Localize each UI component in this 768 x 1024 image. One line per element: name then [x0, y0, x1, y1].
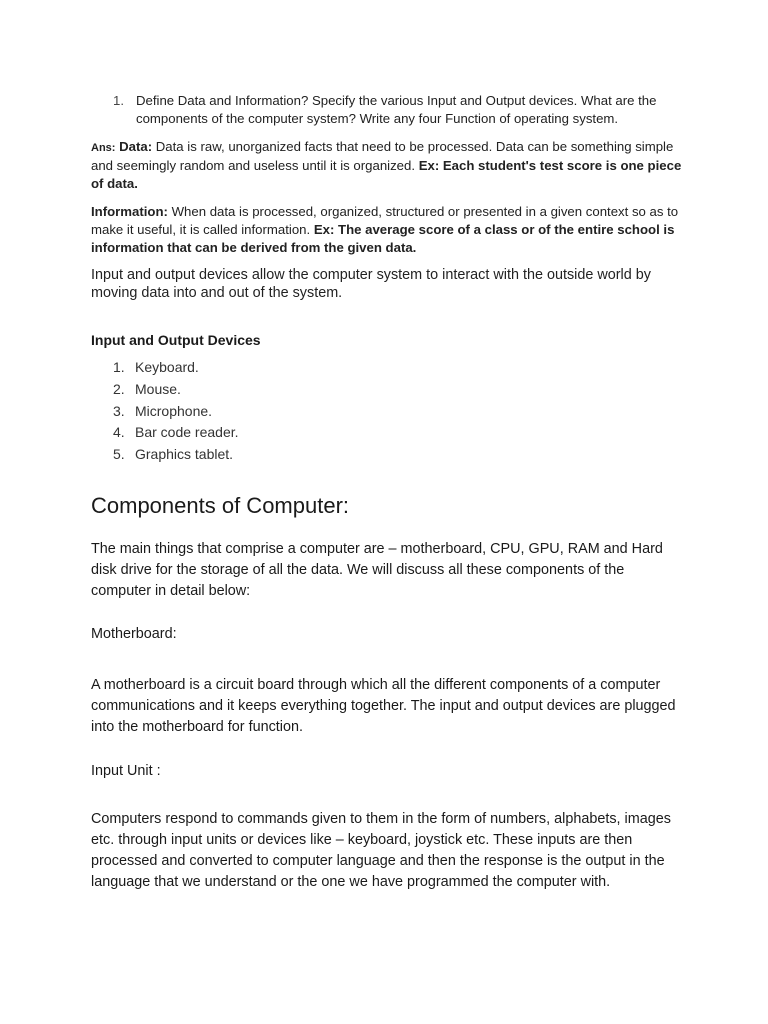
device-keyboard: Keyboard.: [135, 359, 199, 375]
list-item: 1. Keyboard.: [113, 358, 682, 380]
device-mouse: Mouse.: [135, 380, 181, 397]
input-unit-paragraph: Computers respond to commands given to them in the form of numbers, alphabets, images etc. through input units or devices like – keyboard, joystick etc. These inputs are then processed and converted to computer language and then the response is the output in the language that we understand or the one we have programmed the computer with.: [91, 811, 671, 890]
information-paragraph: [91, 203, 682, 257]
devices-list: [113, 358, 682, 467]
answer-prefix: Ans:: [91, 142, 116, 154]
motherboard-paragraph: A motherboard is a circuit board through which all the different components of a computer communications and it keeps everything together. The input and output devices are plugged into the motherboard for function.: [91, 677, 676, 735]
io-intro-paragraph: Input and output devices allow the computer system to interact with the outside world by moving data into and out of the system.: [91, 267, 651, 301]
data-definition: Data is raw, unorganized facts that need to be processed. Data can be something simple and seemingly random and useless until it is organized.: [91, 139, 674, 173]
input-unit-title: Input Unit :: [91, 763, 161, 779]
information-definition: When data is processed, organized, structured or presented in a given context so as to make it useful, it is called information.: [91, 204, 679, 237]
components-heading: Components of Computer:: [91, 493, 350, 518]
question-text: Define Data and Information? Specify the various Input and Output devices. What are the components of the computer system? Write any four Function of operating system.: [136, 93, 657, 126]
device-barcode-reader: Bar code reader.: [135, 424, 239, 441]
information-example: Ex: The average score of a class or of the entire school is information that can be derived from the given data.: [91, 222, 675, 255]
list-item: 3. Microphone.: [113, 402, 682, 424]
question-item: [113, 92, 682, 128]
information-label: Information:: [91, 204, 168, 219]
device-graphics-tablet: Graphics tablet.: [135, 446, 234, 463]
data-label: Data:: [119, 139, 153, 154]
list-item: 2. Mouse.: [113, 380, 682, 402]
device-microphone: Microphone.: [135, 402, 213, 419]
data-example: Ex: Each student's test score is one piece of data.: [91, 158, 682, 191]
list-item: 4. Bar code reader.: [113, 423, 682, 445]
motherboard-title: Motherboard:: [91, 626, 177, 642]
components-intro-paragraph: The main things that comprise a computer are – motherboard, CPU, GPU, RAM and Hard disk drive for the storage of all the data. We will discuss all these components of the computer in detail below:: [91, 541, 663, 599]
io-devices-heading: Input and Output Devices: [91, 332, 261, 348]
answer-data-paragraph: [91, 138, 682, 193]
list-item: 5. Graphics tablet.: [113, 445, 682, 467]
question-number: 1.: [113, 93, 124, 108]
